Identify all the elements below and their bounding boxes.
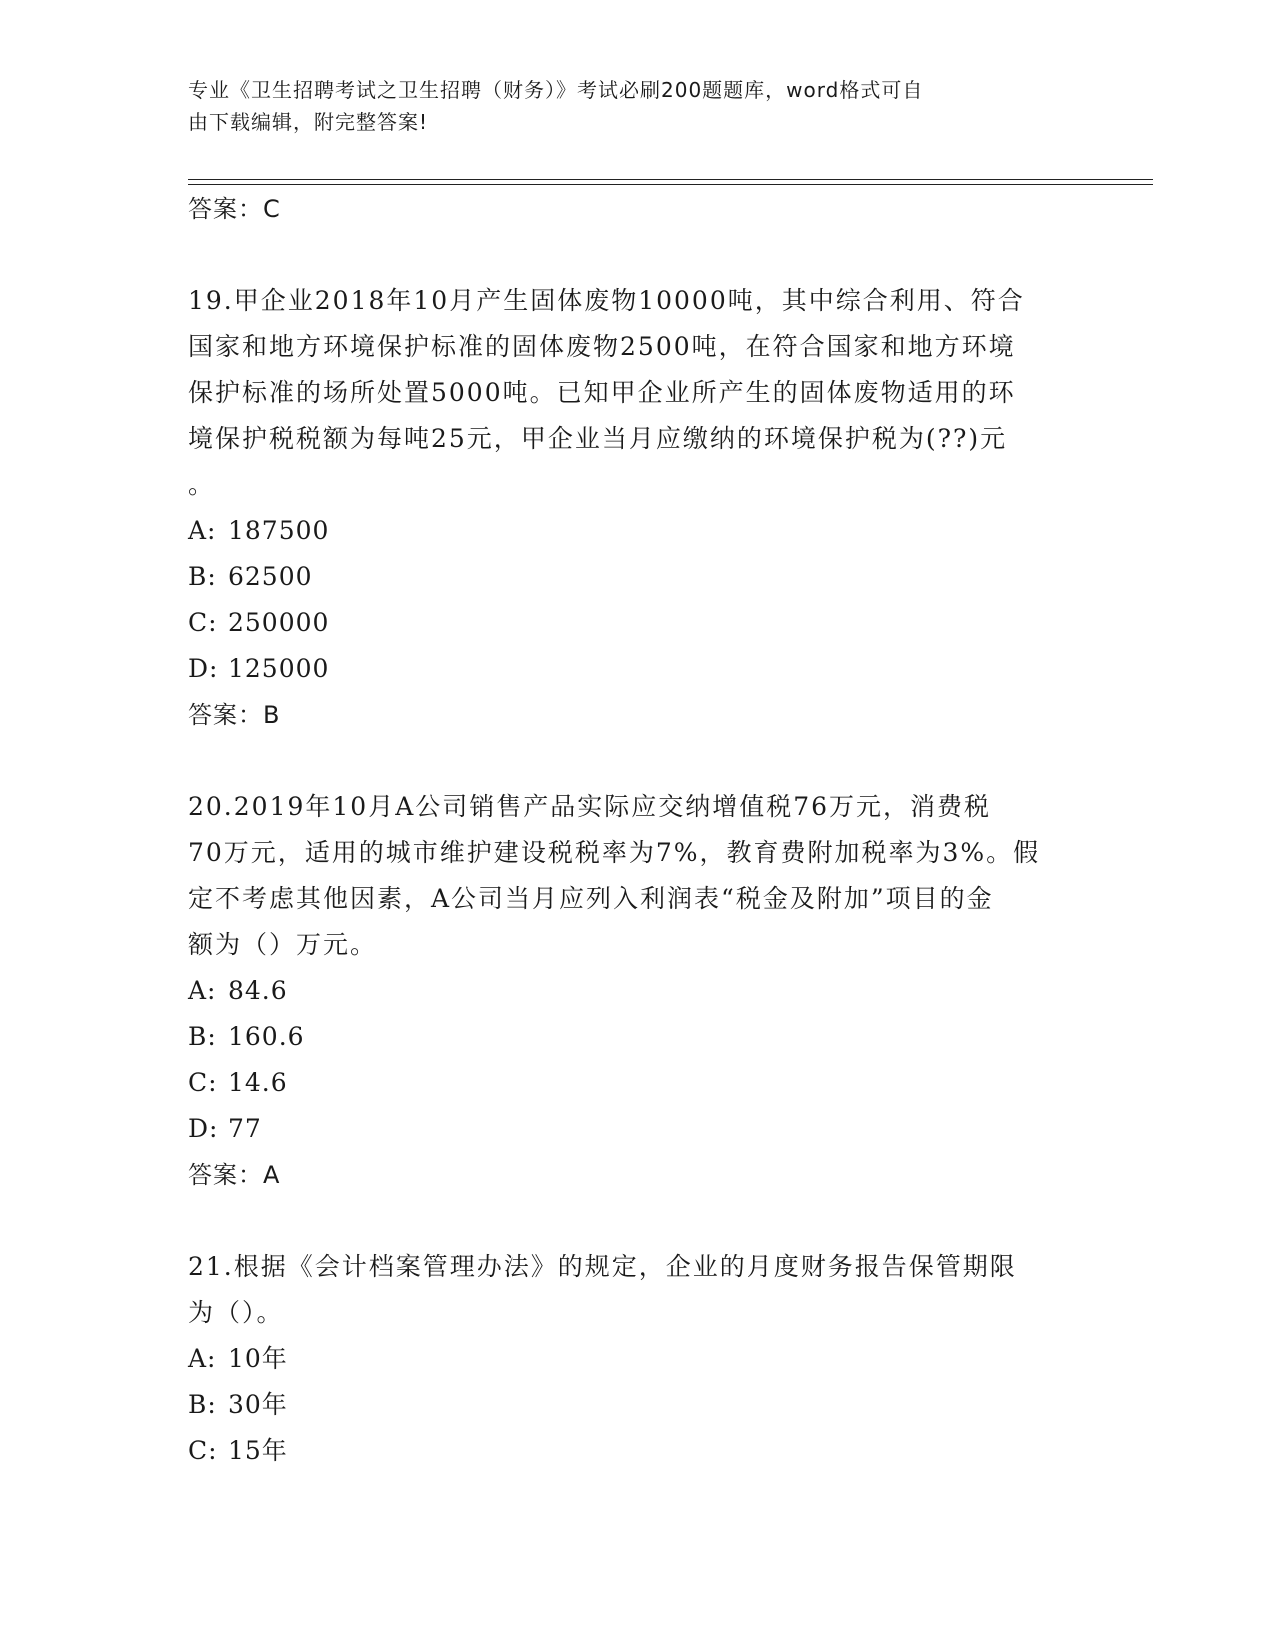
question-19-text: [188, 278, 1088, 508]
question-20-option-d: D: 77: [188, 1114, 262, 1143]
header-divider-bottom: [188, 184, 1153, 185]
question-20-text: [188, 784, 1088, 968]
question-20-answer: 答案：A: [188, 1161, 281, 1189]
question-20-line-3: 定不考虑其他因素，A公司当月应列入利润表“税金及附加”项目的金: [188, 884, 994, 913]
question-19-option-d: D: 125000: [188, 654, 330, 683]
question-21-text: [188, 1244, 1088, 1336]
header-line-2: 由下载编辑，附完整答案!: [188, 110, 429, 134]
document-body: [188, 186, 1088, 1474]
question-20-line-2: 70万元，适用的城市维护建设税税率为7%，教育费附加税率为3%。假: [188, 838, 1041, 867]
question-19-option-a: A: 187500: [188, 516, 330, 545]
question-20-line-1: 20.2019年10月A公司销售产品实际应交纳增值税76万元，消费税: [188, 792, 992, 821]
question-21-option-b: B: 30年: [188, 1390, 288, 1419]
question-19-line-4: 境保护税税额为每吨25元，甲企业当月应缴纳的环境保护税为(??)元: [188, 424, 1008, 453]
question-19-answer: 答案：B: [188, 701, 281, 729]
question-20-option-a: A: 84.6: [188, 976, 288, 1005]
question-21-line-1: 21.根据《会计档案管理办法》的规定，企业的月度财务报告保管期限: [188, 1252, 1017, 1281]
question-20-option-c: C: 14.6: [188, 1068, 288, 1097]
question-20-line-4: 额为（）万元。: [188, 930, 378, 959]
question-21-option-c: C: 15年: [188, 1436, 288, 1465]
question-19-line-2: 国家和地方环境保护标准的固体废物2500吨，在符合国家和地方环境: [188, 332, 1016, 361]
question-19: [188, 278, 1088, 738]
answer-prev: 答案：C: [188, 195, 281, 223]
question-19-option-b: B: 62500: [188, 562, 313, 591]
question-21: [188, 1244, 1088, 1474]
question-21-line-2: 为（）。: [188, 1298, 284, 1327]
question-20-option-b: B: 160.6: [188, 1022, 305, 1051]
question-19-option-c: C: 250000: [188, 608, 330, 637]
header-line-1: 专业《卫生招聘考试之卫生招聘（财务）》考试必刷200题题库，word格式可自: [188, 78, 924, 102]
question-19-line-5: 。: [188, 470, 216, 499]
question-21-option-a: A: 10年: [188, 1344, 288, 1373]
header-divider-top: [188, 179, 1153, 180]
document-header: [188, 74, 1078, 138]
question-19-line-1: 19.甲企业2018年10月产生固体废物10000吨，其中综合利用、符合: [188, 286, 1025, 315]
question-19-line-3: 保护标准的场所处置5000吨。已知甲企业所产生的固体废物适用的环: [188, 378, 1016, 407]
question-20: [188, 784, 1088, 1198]
